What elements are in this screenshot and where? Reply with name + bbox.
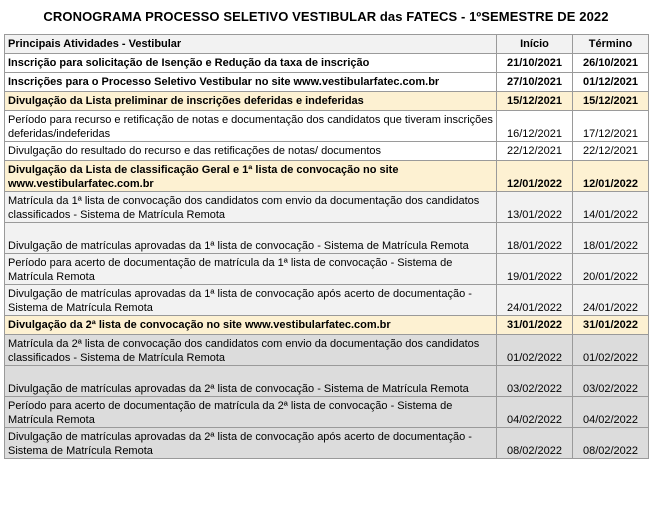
table-row: [5, 428, 649, 459]
activity-cell: Inscrição para solicitação de Isenção e Redução da taxa de inscrição: [5, 54, 497, 73]
header-activity: Principais Atividades - Vestibular: [5, 35, 497, 54]
activity-cell: Divulgação de matrículas aprovadas da 2ª lista de convocação - Sistema de Matrícula Remota: [5, 366, 497, 397]
table-row: [5, 161, 649, 192]
start-date-cell: 03/02/2022: [497, 366, 573, 397]
activity-cell: Divulgação da 2ª lista de convocação no site www.vestibularfatec.com.br: [5, 316, 497, 335]
start-date-cell: 15/12/2021: [497, 92, 573, 111]
table-row: [5, 73, 649, 92]
activity-cell: Divulgação de matrículas aprovadas da 2ª lista de convocação após acerto de documentação - Sistema de Matrícula Remota: [5, 428, 497, 459]
activity-cell: Divulgação de matrículas aprovadas da 1ª lista de convocação - Sistema de Matrícula Remota: [5, 223, 497, 254]
start-date-cell: 19/01/2022: [497, 254, 573, 285]
start-date-cell: 27/10/2021: [497, 73, 573, 92]
end-date-cell: 14/01/2022: [573, 192, 649, 223]
table-row: [5, 92, 649, 111]
end-date-cell: 24/01/2022: [573, 285, 649, 316]
start-date-cell: 24/01/2022: [497, 285, 573, 316]
start-date-cell: 12/01/2022: [497, 161, 573, 192]
table-header-row: [5, 35, 649, 54]
table-row: [5, 192, 649, 223]
table-row: [5, 397, 649, 428]
start-date-cell: 31/01/2022: [497, 316, 573, 335]
end-date-cell: 22/12/2021: [573, 142, 649, 161]
end-date-cell: 26/10/2021: [573, 54, 649, 73]
end-date-cell: 17/12/2021: [573, 111, 649, 142]
activity-cell: Período para acerto de documentação de matrícula da 1ª lista de convocação - Sistema de Matrícula Remota: [5, 254, 497, 285]
start-date-cell: 16/12/2021: [497, 111, 573, 142]
activity-cell: Período para acerto de documentação de matrícula da 2ª lista de convocação - Sistema de Matrícula Remota: [5, 397, 497, 428]
activity-cell: Divulgação da Lista de classificação Geral e 1ª lista de convocação no site www.vestibularfatec.com.br: [5, 161, 497, 192]
table-row: [5, 54, 649, 73]
header-start: Início: [497, 35, 573, 54]
activity-cell: Matrícula da 2ª lista de convocação dos candidatos com envio da documentação dos candidatos classificados - Sistema de Matrícula Remota: [5, 335, 497, 366]
end-date-cell: 01/02/2022: [573, 335, 649, 366]
table-row: [5, 316, 649, 335]
start-date-cell: 21/10/2021: [497, 54, 573, 73]
header-end: Término: [573, 35, 649, 54]
activity-cell: Divulgação de matrículas aprovadas da 1ª lista de convocação após acerto de documentação - Sistema de Matrícula Remota: [5, 285, 497, 316]
end-date-cell: 01/12/2021: [573, 73, 649, 92]
start-date-cell: 13/01/2022: [497, 192, 573, 223]
end-date-cell: 03/02/2022: [573, 366, 649, 397]
table-row: [5, 366, 649, 397]
table-row: [5, 335, 649, 366]
start-date-cell: 18/01/2022: [497, 223, 573, 254]
activity-cell: Período para recurso e retificação de notas e documentação dos candidatos que tiveram inscrições deferidas/indeferidas: [5, 111, 497, 142]
page-title: CRONOGRAMA PROCESSO SELETIVO VESTIBULAR das FATECS - 1ºSEMESTRE DE 2022: [43, 9, 609, 24]
table-row: [5, 285, 649, 316]
end-date-cell: 20/01/2022: [573, 254, 649, 285]
end-date-cell: 31/01/2022: [573, 316, 649, 335]
start-date-cell: 01/02/2022: [497, 335, 573, 366]
end-date-cell: 08/02/2022: [573, 428, 649, 459]
end-date-cell: 15/12/2021: [573, 92, 649, 111]
table-row: [5, 111, 649, 142]
activity-cell: Matrícula da 1ª lista de convocação dos candidatos com envio da documentação dos candidatos classificados - Sistema de Matrícula Remota: [5, 192, 497, 223]
end-date-cell: 04/02/2022: [573, 397, 649, 428]
start-date-cell: 04/02/2022: [497, 397, 573, 428]
start-date-cell: 08/02/2022: [497, 428, 573, 459]
end-date-cell: 18/01/2022: [573, 223, 649, 254]
schedule-table: [4, 34, 649, 459]
end-date-cell: 12/01/2022: [573, 161, 649, 192]
start-date-cell: 22/12/2021: [497, 142, 573, 161]
table-row: [5, 254, 649, 285]
activity-cell: Inscrições para o Processo Seletivo Vestibular no site www.vestibularfatec.com.br: [5, 73, 497, 92]
table-row: [5, 223, 649, 254]
activity-cell: Divulgação do resultado do recurso e das retificações de notas/ documentos: [5, 142, 497, 161]
activity-cell: Divulgação da Lista preliminar de inscrições deferidas e indeferidas: [5, 92, 497, 111]
table-row: [5, 142, 649, 161]
